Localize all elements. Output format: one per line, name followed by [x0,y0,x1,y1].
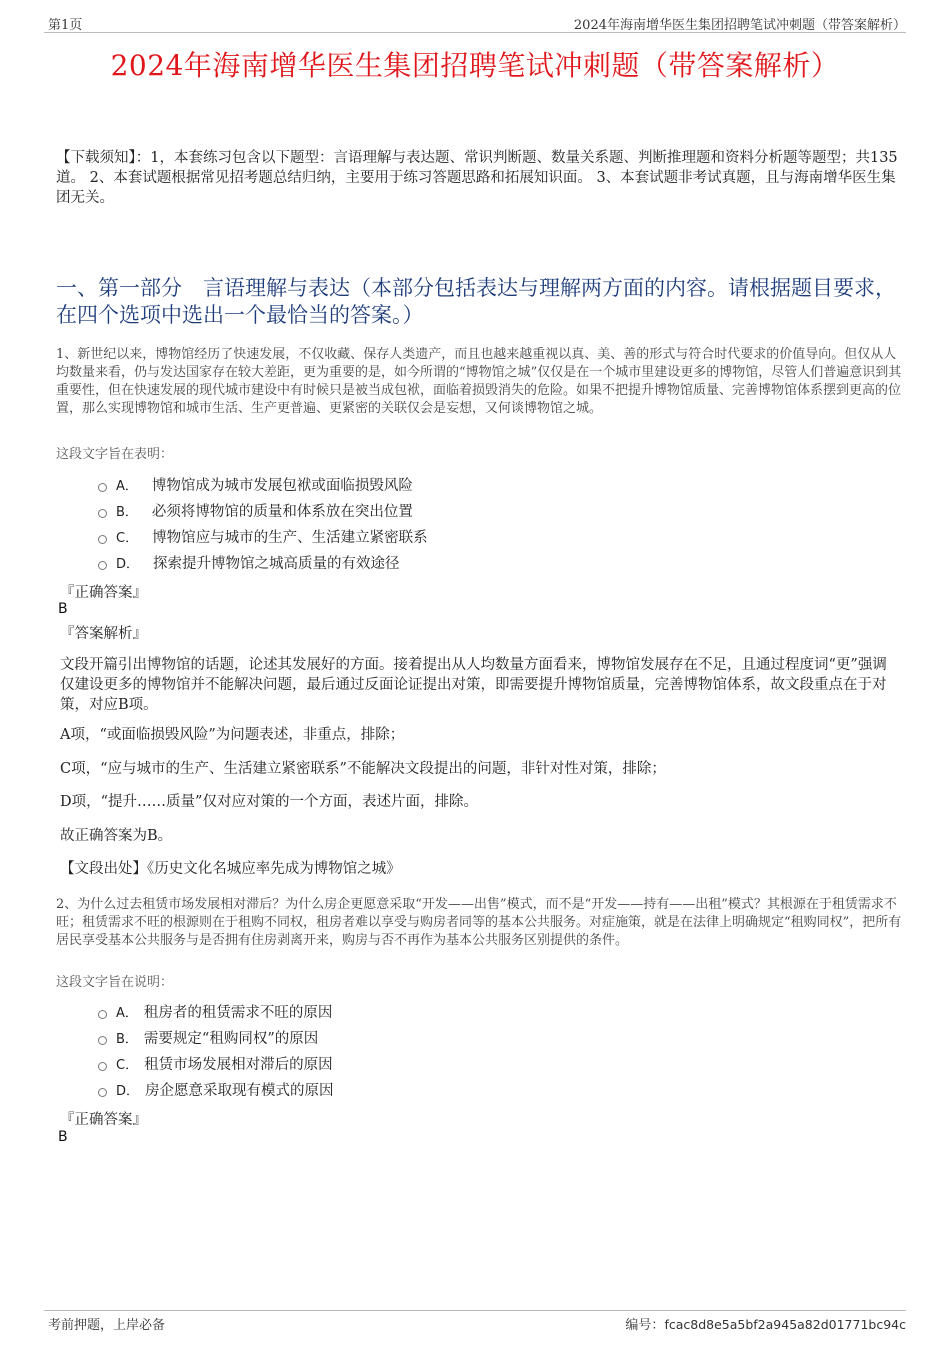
q1-answer: B [58,601,68,617]
q1-option-c[interactable]: C． 博物馆应与城市的生产、生活建立紧密联系 [98,528,428,548]
question-1-text: 1、新世纪以来，博物馆经历了快速发展，不仅收藏、保存人类遗产，而且也越来越重视以真、美、善的形式与符合时代要求的价值导向。但仅从人均数量来看，仍与发达国家存在较大差距，更为重要的是，如今所谓的“博物馆之城”仅仅是在一个城市里建设更多的博物馆，尽管人们普遍意识到其重要性，但在快速发展的现代城市建设中有时候只是被当成包袱，面临着损毁消失的危险。如果不把提升博物馆质量、完善博物馆体系摆到更高的位置，那么实现博物馆和城市生活、生产更普遍、更紧密的关联仅会是妄想，又何谈博物馆之城。 [56,347,902,416]
q1-analysis-a: A项，“或面临损毁风险”为问题表述，非重点，排除； [60,727,405,743]
download-notice: 【下载须知】：1，本套练习包含以下题型：言语理解与表达题、常识判断题、数量关系题、判断推理题和资料分析题等题型；共135道。 2、本套试题根据常见招考题总结归纳，主要用于练习答题思路和拓展知识面。 3、本套试题非考试真题，且与海南增华医生集团无关。 [56,150,898,206]
q1-analysis-paragraph: 文段开篇引出博物馆的话题，论述其发展好的方面。接着提出从人均数量方面看来，博物馆发展存在不足，且通过程度词“更”强调仅建设更多的博物馆并不能解决问题，最后通过反面论证提出对策，即需要提升博物馆质量，完善博物馆体系，故文段重点在于对策，对应B项。 [60,657,887,713]
question-2-text: 2、为什么过去租赁市场发展相对滞后？为什么房企更愿意采取“开发——出售”模式，而不是“开发——持有——出租”模式？其根源在于租赁需求不旺；租赁需求不旺的根源则在于租购不同权，租房者难以享受与购房者同等的基本公共服务。对症施策，就是在法律上明确规定“租购同权”，把所有居民享受基本公共服务与是否拥有住房剥离开来，购房与否不再作为基本公共服务区别提供的条件。 [56,897,902,948]
q2-option-a[interactable]: A． 租房者的租赁需求不旺的原因 [98,1003,332,1023]
q1-analysis-d: D项，“提升……质量”仅对应对策的一个方面，表述片面，排除。 [60,794,478,810]
q2-answer-label: 『正确答案』 [60,1112,147,1128]
header-divider [44,32,906,33]
q1-analysis-c: C项，“应与城市的生产、生活建立紧密联系”不能解决文段提出的问题，非针对性对策，排除； [60,761,666,777]
code-value: fcac8d8e5a5bf2a945a82d01771bc94c [664,1317,906,1332]
radio-icon[interactable] [98,535,107,544]
q2-option-c[interactable]: C． 租赁市场发展相对滞后的原因 [98,1055,333,1075]
radio-icon[interactable] [98,1088,107,1097]
q1-answer-label: 『正确答案』 [60,585,147,601]
q2-option-b[interactable]: B． 需要规定“租购同权”的原因 [98,1029,318,1049]
page-number: 第1页 [48,18,83,33]
radio-icon[interactable] [98,509,107,518]
running-header-title: 2024年海南增华医生集团招聘笔试冲刺题（带答案解析） [573,18,906,33]
q2-answer: B [58,1129,68,1145]
footer-divider [44,1310,906,1311]
q1-source: 【文段出处】《历史文化名城应率先成为博物馆之城》 [60,861,401,877]
page-title: 2024年海南增华医生集团招聘笔试冲刺题（带答案解析） [110,49,840,82]
radio-icon[interactable] [98,561,107,570]
q1-conclusion: 故正确答案为B。 [60,828,173,844]
footer-slogan: 考前押题，上岸必备 [48,1318,166,1333]
radio-icon[interactable] [98,483,107,492]
radio-icon[interactable] [98,1036,107,1045]
question-2-prompt: 这段文字旨在说明： [56,975,174,990]
radio-icon[interactable] [98,1010,107,1019]
section-heading: 一、第一部分 言语理解与表达（本部分包括表达与理解两方面的内容。请根据题目要求，在四个选项中选出一个最恰当的答案。） [56,276,896,327]
q1-option-b[interactable]: B． 必须将博物馆的质量和体系放在突出位置 [98,502,413,522]
q1-option-d[interactable]: D． 探索提升博物馆之城高质量的有效途径 [98,554,400,574]
footer-document-code [625,1314,906,1333]
q1-analysis-label: 『答案解析』 [60,626,147,642]
radio-icon[interactable] [98,1062,107,1071]
question-1-prompt: 这段文字旨在表明： [56,447,174,462]
q1-option-a[interactable]: A． 博物馆成为城市发展包袱或面临损毁风险 [98,476,413,496]
q2-option-d[interactable]: D． 房企愿意采取现有模式的原因 [98,1081,334,1101]
code-label: 编号： [625,1318,665,1333]
